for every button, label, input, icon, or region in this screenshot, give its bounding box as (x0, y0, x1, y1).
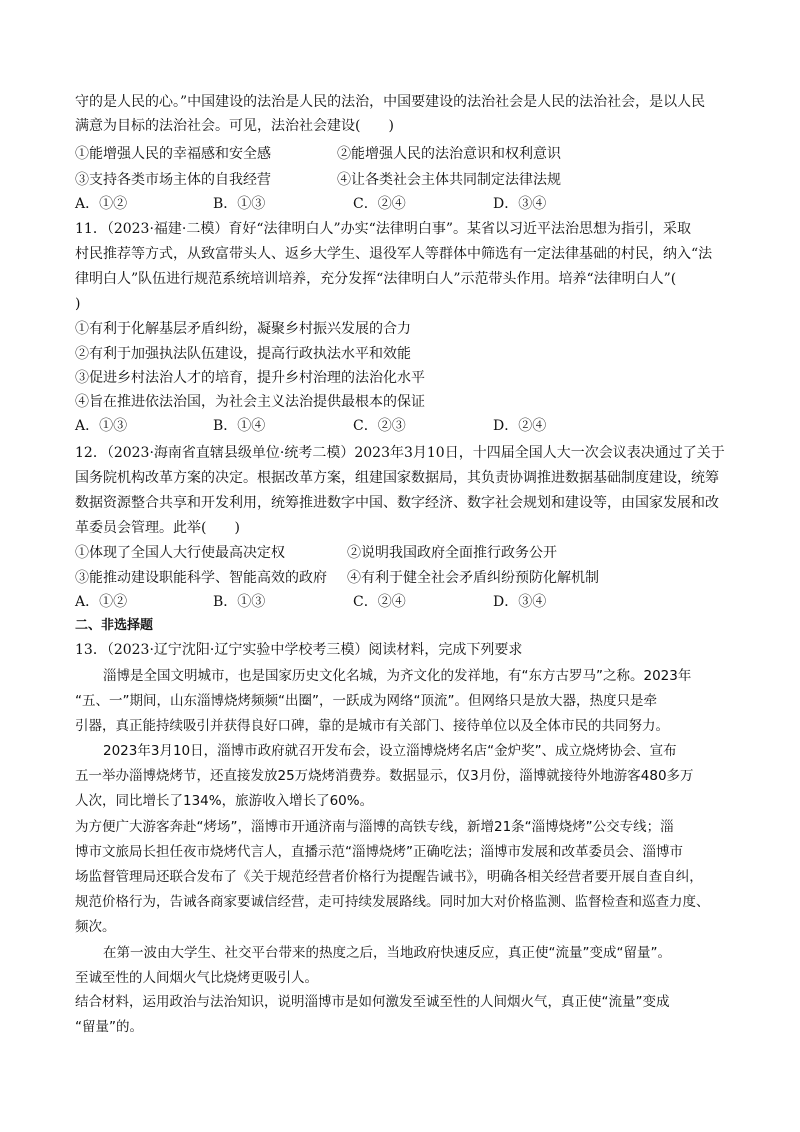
q12-items-row (75, 541, 725, 565)
q10-item-4: ④让各类社会主体共同制定法律法规 (337, 172, 561, 188)
section-heading: 二、非选择题 (75, 618, 154, 633)
q13-question-line: 结合材料，运用政治与法治知识，说明淄博市是如何激发至诚至性的人间烟火气，真正使“流量”变成 (75, 994, 670, 1010)
q11-option-d[interactable]: D．②④ (493, 418, 547, 434)
q12-option-c[interactable]: C．②④ (353, 594, 406, 610)
q11-option-a[interactable]: A．①③ (75, 418, 128, 434)
q13-material-p4-line: 至诚至性的人间烟火气比烧烤更吸引人。 (75, 970, 318, 986)
q13-material-p3-line: 场监督管理局还联合发布了《关于规范经营者价格行为提醒告诫书》，明确各相关经营者要开展自查自纠， (75, 869, 703, 885)
q11-options (75, 414, 725, 438)
q11-item-4: ④旨在推进依法治国，为社会主义法治提供最根本的保证 (75, 394, 425, 410)
q10-options (75, 192, 725, 216)
q13-material-p4-line: 在第一波由大学生、社交平台带来的热度之后，当地政府快速反应，真正使“流量”变成“留量”。 (103, 945, 671, 961)
q12-stem-line: 国务院机构改革方案的决定。根据改革方案，组建国家数据局，其负责协调推进数据基础制度建设，统筹 (75, 470, 719, 486)
q11-stem-line: 律明白人”队伍进行规范系统培训培养，充分发挥“法律明白人”示范带头作用。培养“法律明白人”( (75, 271, 677, 287)
q13-material-p3-line: 规范价格行为，告诫各商家要诚信经营，走可持续发展路线。同时加大对价格监测、监督检查和巡查力度、 (75, 894, 710, 910)
q10-items-row (75, 142, 725, 166)
q10-items-row (75, 168, 725, 192)
q11-stem-line: 村民推荐等方式，从致富带头人、返乡大学生、退役军人等群体中筛选有一定法律基础的村民，纳入“法 (75, 246, 713, 262)
q13-stem: 13．（2023·辽宁沈阳·辽宁实验中学校考三模）阅读材料，完成下列要求 (75, 642, 523, 658)
q13-material-p3-line: 为方便广大游客奔赴“烤场”，淄博市开通济南与淄博的高铁专线，新增21条“淄博烧烤”公交专线；淄 (75, 819, 674, 835)
q13-material-p2-line: 五一举办淄博烧烤节，还直接发放25万烧烤消费券。数据显示，仅3月份，淄博就接待外地游客480多万 (75, 768, 694, 784)
q12-item-2: ②说明我国政府全面推行政务公开 (347, 545, 557, 561)
q11-item-2: ②有利于加强执法队伍建设，提高行政执法水平和效能 (75, 346, 411, 362)
q12-stem-line: 12．（2023·海南省直辖县级单位·统考二模）2023年3月10日，十四届全国人大一次会议表决通过了关于 (75, 445, 725, 461)
q11-option-b[interactable]: B．①④ (213, 418, 266, 434)
q13-material-p3-line: 频次。 (75, 919, 116, 935)
q12-options (75, 590, 725, 614)
q11-item-1: ①有利于化解基层矛盾纠纷，凝聚乡村振兴发展的合力 (75, 321, 411, 337)
q10-item-3: ③支持各类市场主体的自我经营 (75, 172, 271, 188)
q11-stem-line: 11．（2023·福建·二模）育好“法律明白人”办实“法律明白事”。某省以习近平法治思想为指引，采取 (75, 221, 691, 237)
q11-option-c[interactable]: C．②③ (353, 418, 406, 434)
q13-question-line: “留量”的。 (75, 1019, 143, 1035)
q12-items-row (75, 566, 725, 590)
q10-option-b[interactable]: B．①③ (213, 196, 266, 212)
q13-material-p1-line: 淄博是全国文明城市，也是国家历史文化名城，为齐文化的发祥地，有“东方古罗马”之称。2023年 (103, 668, 692, 684)
q13-material-p1-line: “五、一”期间，山东淄博烧烤频频“出圈”，一跃成为网络“顶流”。但网络只是放大器，热度只是牵 (75, 693, 657, 709)
q10-stem-line: 满意为目标的法治社会。可见，法治社会建设( ) (75, 118, 394, 134)
q12-item-3: ③能推动建设职能科学、智能高效的政府 (75, 570, 327, 586)
q12-option-d[interactable]: D．③④ (493, 594, 547, 610)
q11-stem-line: ) (75, 296, 81, 312)
q11-item-3: ③促进乡村法治人才的培育，提升乡村治理的法治化水平 (75, 370, 425, 386)
q10-item-2: ②能增强人民的法治意识和权利意识 (337, 146, 561, 162)
q12-stem-line: 数据资源整合共享和开发利用，统筹推进数字中国、数字经济、数字社会规划和建设等，由国家发展和改 (75, 495, 719, 511)
q10-option-d[interactable]: D．③④ (493, 196, 547, 212)
q13-material-p1-line: 引器，真正能持续吸引并获得良好口碑，靠的是城市有关部门、接待单位以及全体市民的共同努力。 (75, 718, 669, 734)
q10-option-a[interactable]: A．①② (75, 196, 128, 212)
q13-material-p2-line: 2023年3月10日，淄博市政府就召开发布会，设立淄博烧烤名店“金炉奖”、成立烧烤协会、宣布 (103, 743, 677, 759)
q12-option-a[interactable]: A．①② (75, 594, 128, 610)
q12-item-4: ④有利于健全社会矛盾纠纷预防化解机制 (347, 570, 599, 586)
q10-item-1: ①能增强人民的幸福感和安全感 (75, 146, 271, 162)
q12-stem-line: 革委员会管理。此举( ) (75, 520, 240, 536)
q10-stem-line: 守的是人民的心。”中国建设的法治是人民的法治，中国要建设的法治社会是人民的法治社会，是以人民 (75, 94, 706, 110)
q12-option-b[interactable]: B．①③ (213, 594, 266, 610)
q13-material-p2-line: 人次，同比增长了134%，旅游收入增长了60%。 (75, 793, 374, 809)
q12-item-1: ①体现了全国人大行使最高决定权 (75, 545, 285, 561)
q13-material-p3-line: 博市文旅局长担任夜市烧烤代言人，直播示范“淄博烧烤”正确吃法；淄博市发展和改革委员会、淄博市 (75, 844, 683, 860)
q10-option-c[interactable]: C．②④ (353, 196, 406, 212)
